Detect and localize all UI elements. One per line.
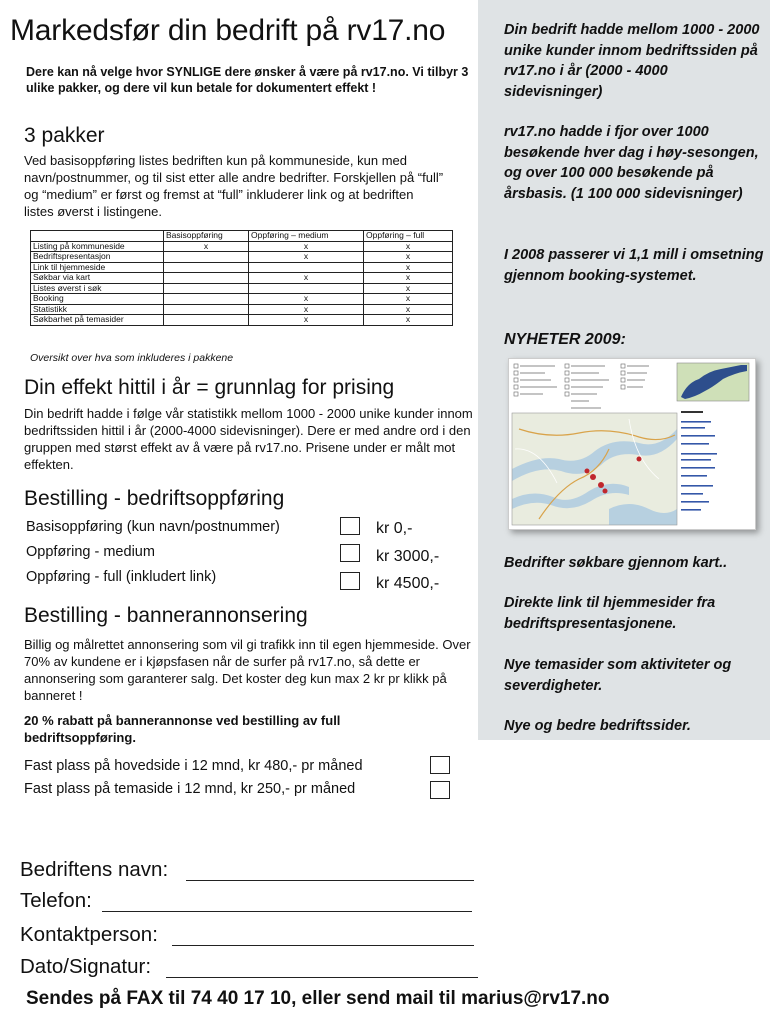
table-row [31, 294, 453, 305]
table-row-label: Bedriftspresentasjon [31, 252, 164, 263]
footer-instructions: Sendes på FAX til 74 40 17 10, eller send mail til marius@rv17.no [26, 988, 610, 1009]
phone-field[interactable] [102, 891, 472, 912]
option-full-label: Oppføring - full (inkludert link) [26, 569, 217, 585]
map-illustration [509, 359, 755, 529]
table-row [31, 315, 453, 326]
table-cell: x [364, 273, 453, 284]
table-row [31, 262, 453, 273]
table-cell: x [249, 304, 364, 315]
option-basis-checkbox[interactable] [340, 517, 360, 535]
news-item-map: Bedrifter søkbare gjennom kart.. [504, 555, 728, 571]
sidebar-paragraph-3: I 2008 passerer vi 1,1 mill i omsetning gjennom booking-systemet. [504, 247, 764, 284]
packages-text: Ved basisoppføring listes bedriften kun på kommuneside, kun med navn/postnummer, og til sist etter alle andre bedrifter. Forskjellen på “full” og “medium” er først og fremst at “full” inkluderer link og at bedriften listes øverst i listingene. [24, 153, 444, 219]
banner-discount-text: 20 % rabatt på bannerannonse ved bestilling av full bedriftsoppføring. [24, 713, 341, 745]
company-name-label: Bedriftens navn: [20, 858, 169, 881]
map-screenshot-image [508, 358, 756, 530]
table-row-label: Søkbarhet på temasider [31, 315, 164, 326]
table-cell [164, 304, 249, 315]
table-cell [164, 252, 249, 263]
news-heading: NYHETER 2009: [504, 331, 626, 348]
table-cell [164, 315, 249, 326]
order-listing-heading: Bestilling - bedriftsoppføring [24, 487, 285, 510]
banner-option-theme-checkbox[interactable] [430, 781, 450, 799]
contact-person-label: Kontaktperson: [20, 923, 158, 946]
table-cell: x [364, 294, 453, 305]
option-medium-label: Oppføring - medium [26, 544, 155, 560]
company-name-field[interactable] [186, 860, 474, 881]
table-cell [164, 273, 249, 284]
packages-heading: 3 pakker [24, 124, 105, 147]
page-title: Markedsfør din bedrift på rv17.no [10, 14, 446, 47]
table-row-label: Statistikk [31, 304, 164, 315]
table-cell: x [249, 241, 364, 252]
table-cell [249, 283, 364, 294]
table-row-label: Søkbar via kart [31, 273, 164, 284]
table-cell [249, 262, 364, 273]
table-row-label: Listing på kommuneside [31, 241, 164, 252]
table-cell: x [164, 241, 249, 252]
table-cell [164, 262, 249, 273]
table-row-label: Link til hjemmeside [31, 262, 164, 273]
order-banner-text: Billig og målrettet annonsering som vil gi trafikk inn til egen hjemmeside. Over 70% av kundene er i kjøpsfasen når de surfer på rv17.no, så dette er annonsering som garanterer salg. Det koster deg kun max 2 kr pr klikk på banneret ! [24, 637, 471, 703]
option-full-price: kr 4500,- [376, 575, 440, 592]
table-header-full: Oppføring – full [364, 231, 453, 242]
table-cell: x [364, 304, 453, 315]
table-cell: x [364, 262, 453, 273]
table-cell [164, 294, 249, 305]
table-cell: x [364, 252, 453, 263]
news-item-themes: Nye temasider som aktiviteter og severdigheter. [504, 657, 732, 694]
sidebar-paragraph-1: Din bedrift hadde mellom 1000 - 2000 unike kunder innom bedriftssiden på rv17.no i år (2000 - 4000 sidevisninger) [504, 22, 760, 100]
option-full-checkbox[interactable] [340, 572, 360, 590]
table-header-basis: Basisoppføring [164, 231, 249, 242]
table-cell: x [249, 294, 364, 305]
effect-text: Din bedrift hadde i følge vår statistikk mellom 1000 - 2000 unike kunder innom bedriftssiden hittil i år (2000-4000 sidevisninger). Dere er med andre ord i den gruppen med størst effekt av å være på rv17.no. Prisene under er målt mot effekten. [24, 406, 473, 472]
banner-option-theme-label: Fast plass på temaside i 12 mnd, kr 250,- pr måned [24, 781, 356, 797]
table-cell: x [364, 241, 453, 252]
option-basis-price: kr 0,- [376, 520, 413, 537]
option-medium-price: kr 3000,- [376, 548, 440, 565]
date-signature-field[interactable] [166, 957, 478, 978]
table-cell: x [249, 315, 364, 326]
option-medium-checkbox[interactable] [340, 544, 360, 562]
table-cell: x [364, 283, 453, 294]
sidebar-paragraph-2: rv17.no hadde i fjor over 1000 besøkende hver dag i høy-sesongen, og over 100 000 besøkende på årsbasis. (1 100 000 sidevisninger) [504, 124, 759, 202]
table-cell: x [364, 315, 453, 326]
intro-text: Dere kan nå velge hvor SYNLIGE dere ønsker å være på rv17.no. Vi tilbyr 3 ulike pakker, og dere vil kun betale for dokumentert effekt ! [26, 65, 469, 95]
date-signature-label: Dato/Signatur: [20, 955, 152, 978]
table-cell: x [249, 252, 364, 263]
option-basis-label: Basisoppføring (kun navn/postnummer) [26, 519, 280, 535]
banner-option-main-label: Fast plass på hovedside i 12 mnd, kr 480,- pr måned [24, 758, 363, 774]
effect-heading: Din effekt hittil i år = grunnlag for prising [24, 376, 395, 399]
table-caption: Oversikt over hva som inkluderes i pakkene [30, 352, 234, 364]
table-header-medium: Oppføring – medium [249, 231, 364, 242]
news-item-links: Direkte link til hjemmesider fra bedriftspresentasjonene. [504, 595, 716, 632]
table-row-label: Booking [31, 294, 164, 305]
banner-option-main-checkbox[interactable] [430, 756, 450, 774]
contact-person-field[interactable] [172, 925, 474, 946]
table-row [31, 304, 453, 315]
table-header-empty [31, 231, 164, 242]
table-row [31, 252, 453, 263]
order-banner-heading: Bestilling - bannerannonsering [24, 604, 308, 627]
table-cell: x [249, 273, 364, 284]
phone-label: Telefon: [20, 889, 92, 912]
table-cell [164, 283, 249, 294]
table-row [31, 241, 453, 252]
news-item-pages: Nye og bedre bedriftssider. [504, 718, 691, 734]
packages-table [30, 230, 453, 326]
table-row [31, 273, 453, 284]
table-row-label: Listes øverst i søk [31, 283, 164, 294]
table-row [31, 283, 453, 294]
